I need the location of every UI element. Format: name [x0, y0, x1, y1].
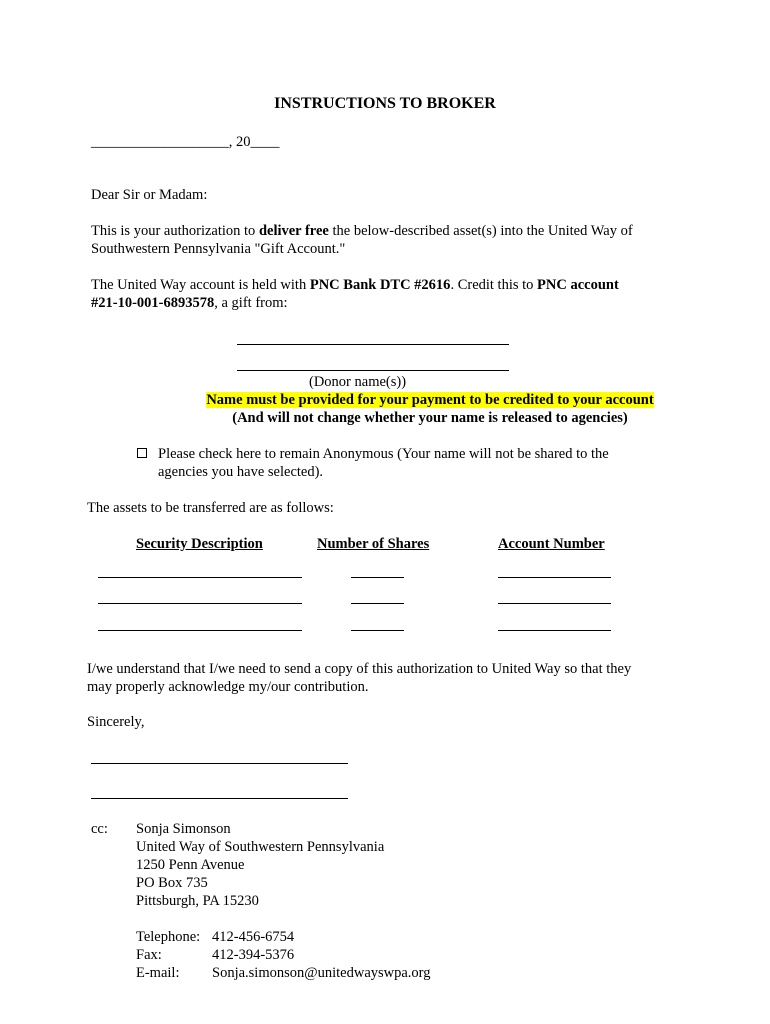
fax-value: 412-394-5376 — [212, 947, 295, 963]
cc-address-line1: 1250 Penn Avenue — [136, 857, 245, 873]
para2-bank-dtc: PNC Bank DTC #2616 — [309, 277, 451, 293]
para1-deliver-free: deliver free — [258, 223, 329, 239]
donor-name-label: (Donor name(s)) — [309, 374, 407, 390]
acknowledge-paragraph-line2: may properly acknowledge my/our contribution. — [87, 679, 369, 695]
para2-text-a: The United Way account is held with — [91, 277, 310, 293]
closing: Sincerely, — [87, 714, 145, 730]
anonymous-checkbox[interactable] — [137, 448, 147, 458]
account-paragraph-line2 — [91, 294, 288, 312]
anonymous-text-line2: agencies you have selected). — [158, 464, 324, 480]
number-of-shares-field-3[interactable] — [351, 630, 404, 631]
signature-line-2[interactable] — [91, 798, 348, 799]
email-value: Sonja.simonson@unitedwayswpa.org — [212, 965, 431, 981]
account-paragraph-line1 — [91, 276, 619, 294]
page-title: INSTRUCTIONS TO BROKER — [274, 95, 496, 112]
donor-notice-2: (And will not change whether your name is released to agencies) — [232, 410, 628, 426]
email-label: E-mail: — [136, 965, 180, 981]
para2-text-c: . Credit this to — [450, 277, 538, 293]
date-line: ___________________, 20____ — [91, 134, 280, 150]
donor-name-line-2[interactable] — [237, 370, 509, 371]
cc-organization: United Way of Southwestern Pennsylvania — [136, 839, 385, 855]
header-number-of-shares: Number of Shares — [317, 536, 430, 552]
assets-intro: The assets to be transferred are as follows: — [87, 500, 334, 516]
para1-text-a: This is your authorization to — [91, 223, 259, 239]
para1-text-c: the below-described asset(s) into the United Way of — [328, 223, 633, 239]
para2-account-number: #21-10-001-6893578 — [91, 295, 215, 311]
anonymous-text-line1: Please check here to remain Anonymous (Your name will not be shared to the — [158, 446, 609, 462]
number-of-shares-field-2[interactable] — [351, 603, 404, 604]
authorization-paragraph-line1 — [91, 222, 633, 240]
number-of-shares-field-1[interactable] — [351, 577, 404, 578]
cc-city: Pittsburgh, PA 15230 — [136, 893, 259, 909]
account-number-field-2[interactable] — [498, 603, 611, 604]
security-description-field-3[interactable] — [98, 630, 302, 631]
cc-label: cc: — [91, 821, 108, 837]
telephone-value: 412-456-6754 — [212, 929, 295, 945]
para2-pnc-account: PNC account — [537, 277, 619, 293]
authorization-paragraph-line2: Southwestern Pennsylvania "Gift Account." — [91, 241, 346, 257]
account-number-field-3[interactable] — [498, 630, 611, 631]
security-description-field-2[interactable] — [98, 603, 302, 604]
acknowledge-paragraph-line1: I/we understand that I/we need to send a copy of this authorization to United Way so that they — [87, 661, 632, 677]
cc-address-line2: PO Box 735 — [136, 875, 208, 891]
security-description-field-1[interactable] — [98, 577, 302, 578]
donor-name-line-1[interactable] — [237, 344, 509, 345]
cc-name: Sonja Simonson — [136, 821, 231, 837]
salutation: Dear Sir or Madam: — [91, 187, 208, 203]
header-security-description: Security Description — [136, 536, 263, 552]
header-account-number: Account Number — [498, 536, 605, 552]
donor-notice-row — [0, 391, 770, 409]
para2-text-f: , a gift from: — [214, 295, 288, 311]
fax-label: Fax: — [136, 947, 162, 963]
account-number-field-1[interactable] — [498, 577, 611, 578]
signature-line-1[interactable] — [91, 763, 348, 764]
donor-notice-highlight: Name must be provided for your payment to be credited to your account — [206, 392, 654, 408]
telephone-label: Telephone: — [136, 929, 201, 945]
